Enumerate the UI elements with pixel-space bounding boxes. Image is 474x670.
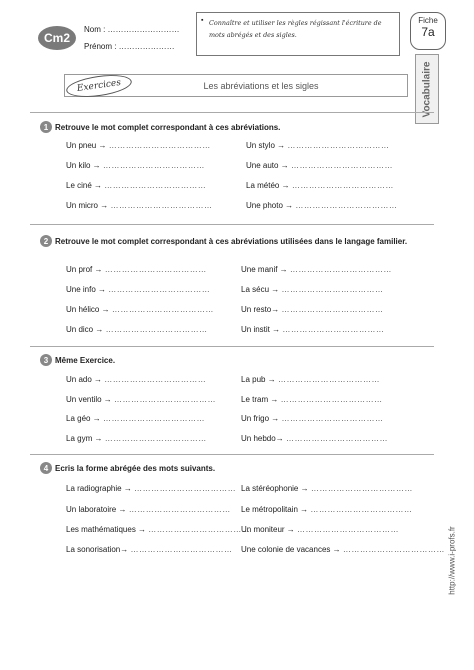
- exercise-2-heading: [40, 235, 407, 247]
- exercise-2-right-row: Un instit → ………………………………: [241, 325, 385, 334]
- exercise-2-left-row: Un dico → ………………………………: [66, 325, 208, 334]
- exercise-4-left-row: La sonorisation→ ………………………………: [66, 545, 233, 554]
- fiche-label: Fiche: [418, 16, 438, 25]
- footer-url: http://www.i-profs.fr: [447, 525, 457, 595]
- divider: [30, 112, 434, 113]
- bullet-icon: ▪: [201, 17, 204, 24]
- exercise-3-heading: [40, 354, 115, 366]
- exercise-4-right-row: Un moniteur → ………………………………: [241, 525, 400, 534]
- exercise-instruction: Même Exercice.: [55, 355, 116, 365]
- exercise-instruction: Retrouve le mot complet correspondant à ces abréviations utilisées dans le langage familier.: [55, 236, 408, 246]
- exercise-2-right-row: Une manif → ………………………………: [241, 265, 392, 274]
- divider: [30, 346, 434, 347]
- exercise-3-left-row: La géo → ………………………………: [66, 414, 205, 423]
- exercise-3-right-row: Un frigo → ………………………………: [241, 414, 384, 423]
- exercise-3-right-row: Le tram → ………………………………: [241, 395, 383, 404]
- exercise-3-left-row: Un ado → ………………………………: [66, 375, 207, 384]
- divider: [30, 454, 434, 455]
- exercise-2-left-row: Un hélico → ………………………………: [66, 305, 214, 314]
- exercise-3-left-row: Un ventilo → ………………………………: [66, 395, 217, 404]
- exercise-2-left-row: Une info → ………………………………: [66, 285, 211, 294]
- name-field: Nom : ………………………: [84, 25, 180, 34]
- exercise-1-left-row: Un micro → ………………………………: [66, 201, 213, 210]
- exercise-1-right-row: Une auto → ………………………………: [246, 161, 393, 170]
- divider: [30, 224, 434, 225]
- exercices-stamp: Exercices: [65, 72, 133, 101]
- subject-tab: Vocabulaire: [415, 54, 439, 124]
- exercise-1-left-row: Le ciné → ………………………………: [66, 181, 207, 190]
- exercise-4-right-row: Le métropolitain → ………………………………: [241, 505, 413, 514]
- exercise-2-right-row: La sécu → ………………………………: [241, 285, 384, 294]
- exercise-2-right-row: Un resto→ ………………………………: [241, 305, 384, 314]
- exercise-3-left-row: La gym → ………………………………: [66, 434, 207, 443]
- level-badge: Cm2: [38, 26, 76, 50]
- exercise-number: 1: [40, 121, 52, 133]
- exercise-1-right-row: Une photo → ………………………………: [246, 201, 398, 210]
- firstname-field: Prénom : …………………: [84, 42, 175, 51]
- exercise-1-right-row: La météo → ………………………………: [246, 181, 394, 190]
- exercise-1-left-row: Un kilo → ………………………………: [66, 161, 205, 170]
- exercise-number: 4: [40, 462, 52, 474]
- exercise-instruction: Ecris la forme abrégée des mots suivants.: [55, 463, 216, 473]
- exercise-4-heading: [40, 462, 215, 474]
- exercise-1-left-row: Un pneu → ………………………………: [66, 141, 211, 150]
- exercise-4-right-row: Une colonie de vacances → ………………………………: [241, 545, 445, 554]
- objective-box: [196, 12, 400, 56]
- exercise-1-heading: [40, 121, 280, 133]
- exercise-instruction: Retrouve le mot complet correspondant à ces abréviations.: [55, 122, 281, 132]
- exercise-1-right-row: Un stylo → ………………………………: [246, 141, 390, 150]
- exercise-4-left-row: Un laboratoire → ………………………………: [66, 505, 231, 514]
- exercise-number: 3: [40, 354, 52, 366]
- exercise-4-right-row: La stéréophonie → ………………………………: [241, 484, 413, 493]
- fiche-badge: [410, 12, 446, 50]
- page-title: Les abréviations et les sigles: [203, 80, 319, 91]
- exercise-3-right-row: La pub → ………………………………: [241, 375, 380, 384]
- fiche-number: 7a: [421, 25, 435, 39]
- exercise-4-left-row: La radiographie → ………………………………: [66, 484, 237, 493]
- exercise-4-left-row: Les mathématiques → ………………………………: [66, 525, 251, 534]
- exercise-2-left-row: Un prof → ………………………………: [66, 265, 207, 274]
- exercise-number: 2: [40, 235, 52, 247]
- objective-text: Connaître et utiliser les règles régissant l'écriture de mots abrégés et des sigles.: [209, 19, 382, 39]
- exercise-3-right-row: Un hebdo→ ………………………………: [241, 434, 388, 443]
